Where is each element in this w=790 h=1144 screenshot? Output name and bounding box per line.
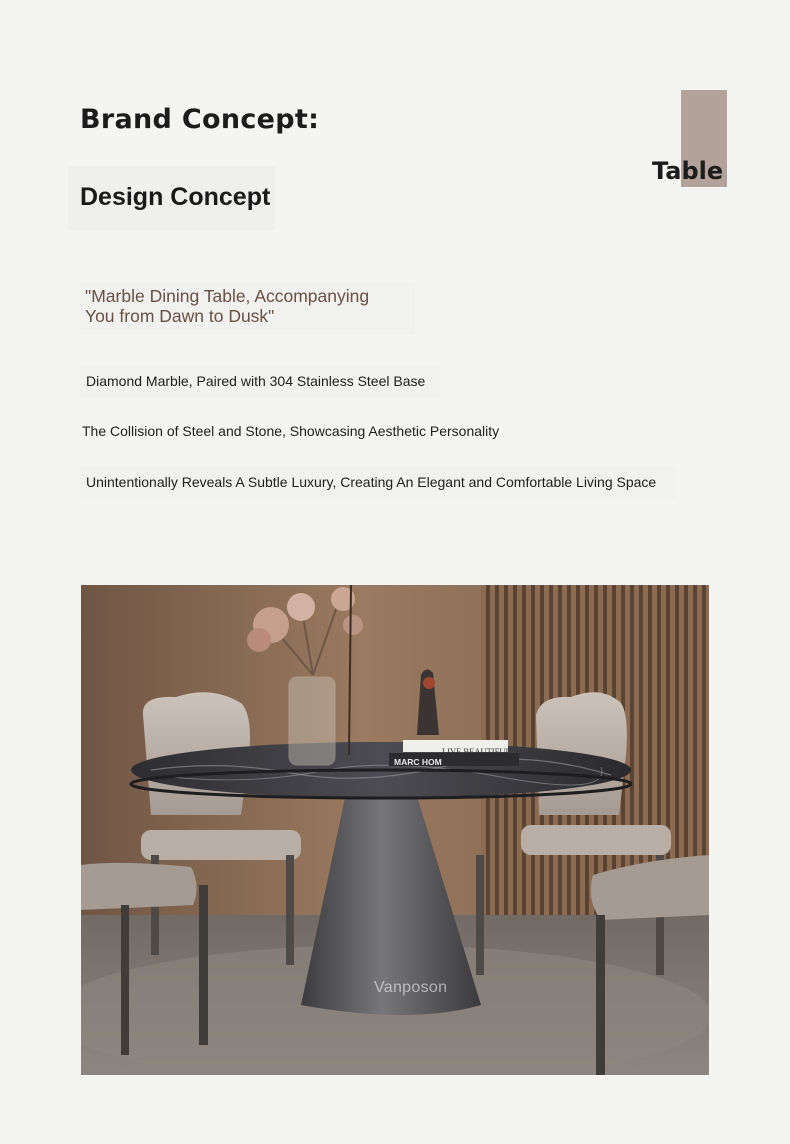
- brand-watermark: Vanposon: [374, 979, 448, 996]
- brand-concept-title: Brand Concept:: [80, 104, 320, 135]
- book-title-bottom: MARC HOM: [394, 757, 442, 767]
- product-photo: [81, 585, 709, 1075]
- book-title-top: LIVE BEAUTIFUL: [442, 746, 511, 756]
- tagline-line-2: You from Dawn to Dusk": [85, 305, 275, 326]
- tagline-line-1: "Marble Dining Table, Accompanying: [85, 286, 370, 306]
- tagline-quote: [85, 287, 405, 326]
- feature-text-2: The Collision of Steel and Stone, Showcasing Aesthetic Personality: [82, 423, 500, 439]
- feature-text-1: Diamond Marble, Paired with 304 Stainless Steel Base: [86, 373, 426, 389]
- category-label: Table: [652, 157, 724, 185]
- design-concept-title: Design Concept: [80, 183, 271, 211]
- dining-scene-illustration: [81, 585, 709, 1075]
- feature-text-3: Unintentionally Reveals A Subtle Luxury, Creating An Elegant and Comfortable Living Space: [86, 474, 657, 490]
